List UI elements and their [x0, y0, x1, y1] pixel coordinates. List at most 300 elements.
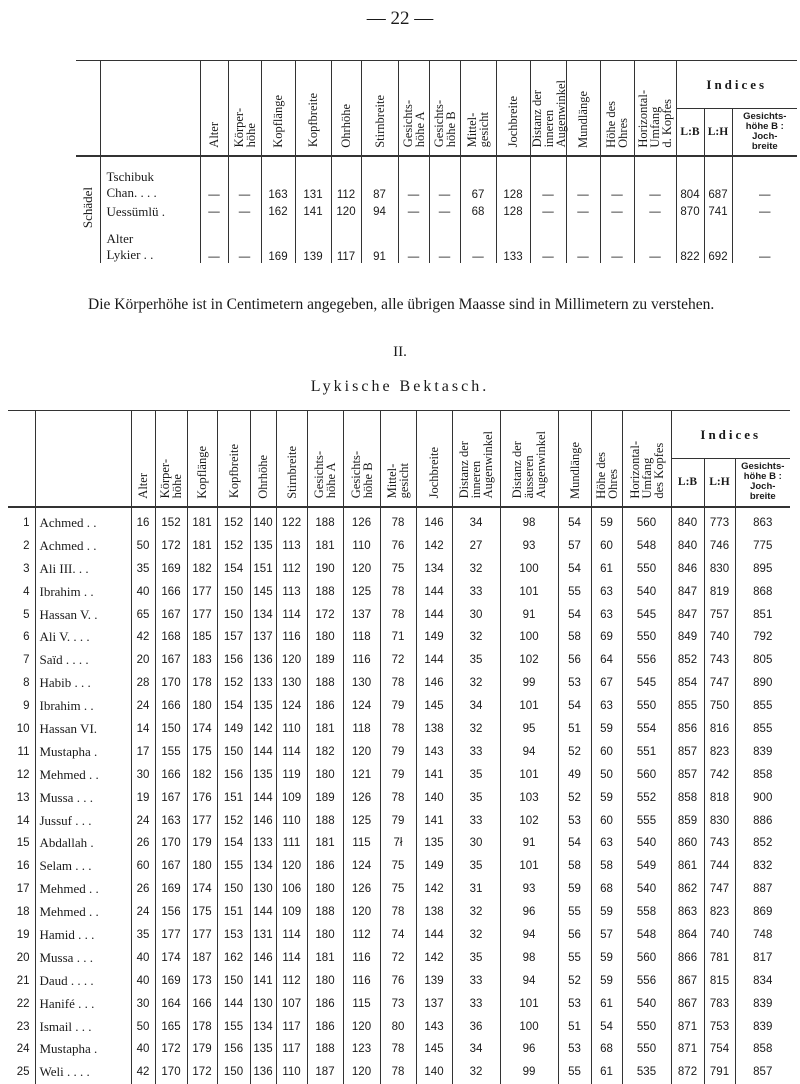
page-number: — 22 — — [366, 8, 434, 29]
table-cell: 24 — [131, 901, 155, 924]
t2-index-col: L:H — [704, 459, 735, 507]
table-cell: 60 — [591, 740, 622, 763]
table-cell: 189 — [307, 786, 343, 809]
table-cell: 94 — [500, 740, 558, 763]
table-cell: 757 — [704, 603, 735, 626]
table-cell: 178 — [187, 1015, 217, 1038]
table-cell: 141 — [416, 763, 452, 786]
table-cell: 63 — [591, 580, 622, 603]
table-cell: 818 — [704, 786, 735, 809]
table-cell: 130 — [250, 878, 276, 901]
table-row — [8, 557, 790, 580]
table-cell: 190 — [307, 557, 343, 580]
table-cell: 551 — [622, 740, 671, 763]
table-cell: 101 — [500, 763, 558, 786]
table-cell: 871 — [671, 1015, 704, 1038]
row-number: 15 — [16, 837, 30, 850]
person-name: Mussa . . . — [35, 786, 131, 809]
table-cell: 740 — [704, 924, 735, 947]
table-cell: 187 — [187, 946, 217, 969]
table-cell: 52 — [558, 969, 591, 992]
table-cell: 40 — [131, 1038, 155, 1061]
t2-header: Höhe des Ohres — [591, 411, 622, 507]
table-cell: 118 — [343, 718, 380, 741]
table-cell: 134 — [250, 603, 276, 626]
table-cell: 175 — [187, 740, 217, 763]
table-cell: 181 — [307, 534, 343, 557]
table-cell: 866 — [671, 946, 704, 969]
table-cell: 114 — [276, 740, 307, 763]
table-cell: 50 — [131, 1015, 155, 1038]
skull-measurements-table: Alter Körper- höhe Kopflänge Kopfbreite Ohrhöhe Stirnbreite Gesichts- höhe A Gesichts- höhe B Mittel- gesicht Jochbreite Distanz der inneren Augenwinkel Mundlänge Höhe des Ohres Horizontal- Umfang d. Kopfes Indices L:B L:H Gesichts- höhe B : Joch- breite Schädel Tschibuk Chan. . . . — — 163 131 112 87 — — 67 128 — — — — 804 687 — Uessümlü . — — 162 141 120 94 — — 68 128 — — — — 870 741 — Alter Lykier . . — — 169 139 117 91 — — — 133 — — — — 822 692 — — [76, 60, 797, 263]
table-cell: 14 — [131, 718, 155, 741]
table-cell: 839 — [735, 992, 790, 1015]
table-cell: 560 — [622, 946, 671, 969]
table-cell: 140 — [250, 507, 276, 535]
table-cell: 154 — [217, 832, 250, 855]
table-cell: 754 — [704, 1038, 735, 1061]
table-cell: 555 — [622, 809, 671, 832]
table-cell: 183 — [187, 649, 217, 672]
t1-index-col: Gesichts- höhe B : Joch- breite — [732, 109, 797, 156]
table-cell: 177 — [187, 603, 217, 626]
table-cell: 54 — [558, 507, 591, 535]
table-cell: 75 — [380, 855, 416, 878]
row-number: 16 — [16, 860, 30, 873]
t1-header: Gesichts- höhe A — [398, 61, 429, 156]
table-cell: 143 — [416, 1015, 452, 1038]
table-row — [8, 992, 790, 1015]
row-number: 14 — [16, 814, 30, 827]
table-cell: 100 — [500, 557, 558, 580]
table-cell: 781 — [704, 946, 735, 969]
table-cell: 98 — [500, 507, 558, 535]
table-cell: 112 — [276, 557, 307, 580]
person-name: Ibrahim . . — [35, 695, 131, 718]
table-cell: 125 — [343, 809, 380, 832]
table-cell: 115 — [343, 992, 380, 1015]
table-cell: 120 — [343, 1061, 380, 1084]
table-cell: 146 — [250, 946, 276, 969]
table-cell: 863 — [671, 901, 704, 924]
table-cell: 67 — [591, 672, 622, 695]
table-cell: 169 — [155, 878, 187, 901]
table-cell: 24 — [131, 695, 155, 718]
table-cell: 58 — [558, 855, 591, 878]
table-cell: 169 — [155, 557, 187, 580]
t2-index-col: L:B — [671, 459, 704, 507]
table-cell: 139 — [416, 969, 452, 992]
table-cell: 832 — [735, 855, 790, 878]
table-cell: 115 — [343, 832, 380, 855]
t1-header: Körper- höhe — [228, 61, 261, 156]
table-cell: 166 — [155, 695, 187, 718]
t1-header: Mundlänge — [566, 61, 600, 156]
table-cell: 145 — [416, 1038, 452, 1061]
table-cell: 900 — [735, 786, 790, 809]
table-cell: 130 — [343, 672, 380, 695]
table-cell: 750 — [704, 695, 735, 718]
table-cell: 186 — [307, 695, 343, 718]
table-cell: 864 — [671, 924, 704, 947]
table-cell: 558 — [622, 901, 671, 924]
table-cell: 166 — [155, 580, 187, 603]
table-cell: 156 — [217, 763, 250, 786]
table-cell: 109 — [276, 786, 307, 809]
table-cell: 145 — [250, 580, 276, 603]
table-cell: 180 — [307, 878, 343, 901]
table-cell: 560 — [622, 763, 671, 786]
table-cell: 121 — [343, 763, 380, 786]
table-cell: 170 — [155, 672, 187, 695]
table-cell: 840 — [671, 507, 704, 535]
table-cell: 78 — [380, 507, 416, 535]
t1-header: Stirnbreite — [361, 61, 398, 156]
table-cell: 126 — [343, 786, 380, 809]
table-cell: 146 — [250, 809, 276, 832]
table-cell: 78 — [380, 1038, 416, 1061]
row-number: 22 — [16, 997, 30, 1010]
table-cell: 111 — [276, 832, 307, 855]
table-cell: 156 — [217, 649, 250, 672]
table-cell: 116 — [343, 946, 380, 969]
table-cell: 188 — [307, 580, 343, 603]
table-cell: 32 — [452, 1061, 500, 1084]
table-cell: 540 — [622, 992, 671, 1015]
table-cell: 887 — [735, 878, 790, 901]
table-cell: 40 — [131, 969, 155, 992]
table-row — [8, 1015, 790, 1038]
t2-header: Distanz der inneren Augenwinkel — [452, 411, 500, 507]
table-cell: 50 — [131, 534, 155, 557]
table-cell: 146 — [416, 507, 452, 535]
table-cell: 34 — [452, 695, 500, 718]
table-cell: 100 — [500, 1015, 558, 1038]
table-cell: 30 — [452, 603, 500, 626]
table-row — [8, 626, 790, 649]
table-cell: 846 — [671, 557, 704, 580]
table-cell: 102 — [500, 649, 558, 672]
table-cell: 152 — [217, 809, 250, 832]
table-cell: 120 — [343, 557, 380, 580]
table-cell: 55 — [558, 946, 591, 969]
table-cell: 31 — [452, 878, 500, 901]
table-cell: 144 — [416, 580, 452, 603]
table-cell: 61 — [591, 992, 622, 1015]
table-cell: 169 — [155, 969, 187, 992]
row-number: 19 — [16, 928, 30, 941]
table-row — [8, 507, 790, 535]
table-cell: 152 — [217, 534, 250, 557]
table-cell: 168 — [155, 626, 187, 649]
t2-header: Alter — [131, 411, 155, 507]
table-cell: 57 — [558, 534, 591, 557]
table-cell: 167 — [155, 786, 187, 809]
t2-index-col: Gesichts- höhe B : Joch- breite — [735, 459, 790, 507]
table-cell: 26 — [131, 878, 155, 901]
table-cell: 834 — [735, 969, 790, 992]
table-cell: 175 — [187, 901, 217, 924]
table-cell: 155 — [217, 855, 250, 878]
table-row — [8, 901, 790, 924]
table-cell: 131 — [250, 924, 276, 947]
table-cell: 93 — [500, 534, 558, 557]
table-cell: 830 — [704, 557, 735, 580]
measurement-note: Die Körperhöhe ist in Centimetern angegeben, alle übrigen Maasse sind in Millimetern zu verstehen. — [88, 296, 715, 313]
table-cell: 858 — [671, 786, 704, 809]
table-cell: 72 — [380, 649, 416, 672]
table-cell: 860 — [671, 832, 704, 855]
table-cell: 112 — [276, 969, 307, 992]
table-cell: 124 — [343, 855, 380, 878]
table-row — [8, 832, 790, 855]
table-cell: 52 — [558, 786, 591, 809]
table-cell: 101 — [500, 992, 558, 1015]
table-cell: 815 — [704, 969, 735, 992]
table-cell: 35 — [452, 855, 500, 878]
row-number: 24 — [16, 1043, 30, 1056]
table-cell: 863 — [735, 507, 790, 535]
table-row — [8, 855, 790, 878]
table-cell: 74 — [380, 924, 416, 947]
bektasch-measurements-table — [8, 410, 790, 1084]
table-cell: 167 — [155, 603, 187, 626]
t2-header: Ohrhöhe — [250, 411, 276, 507]
table-cell: 95 — [500, 718, 558, 741]
table-cell: 113 — [276, 534, 307, 557]
table-row — [8, 1061, 790, 1084]
row-number: 6 — [23, 631, 30, 644]
t1-index-col: L:H — [704, 109, 732, 156]
table-cell: 102 — [500, 809, 558, 832]
table-cell: 868 — [735, 580, 790, 603]
table-cell: 819 — [704, 580, 735, 603]
table-cell: 144 — [416, 603, 452, 626]
table-cell: 79 — [380, 763, 416, 786]
table-cell: 861 — [671, 855, 704, 878]
table-cell: 96 — [500, 1038, 558, 1061]
table-cell: 24 — [131, 809, 155, 832]
table-cell: 550 — [622, 1038, 671, 1061]
table-cell: 144 — [250, 901, 276, 924]
table-cell: 855 — [671, 695, 704, 718]
table-cell: 872 — [671, 1061, 704, 1084]
table-cell: 117 — [276, 1015, 307, 1038]
table-cell: 857 — [735, 1061, 790, 1084]
table-cell: 142 — [416, 946, 452, 969]
table-cell: 151 — [250, 557, 276, 580]
t1-header: Kopflänge — [261, 61, 295, 156]
table-cell: 188 — [307, 901, 343, 924]
person-name: Habib . . . — [35, 672, 131, 695]
table-cell: 63 — [591, 603, 622, 626]
table-cell: 60 — [131, 855, 155, 878]
t2-header: Gesichts- höhe B — [343, 411, 380, 507]
table-cell: 101 — [500, 695, 558, 718]
person-name: Hassan V. . — [35, 603, 131, 626]
table-cell: 113 — [276, 580, 307, 603]
table-row — [8, 1038, 790, 1061]
t1-row-name: Tschibuk Chan. . . . — [100, 156, 200, 201]
table-cell: 869 — [735, 901, 790, 924]
table-cell: 114 — [276, 946, 307, 969]
table-cell: 98 — [500, 946, 558, 969]
table-cell: 140 — [416, 1061, 452, 1084]
table-cell: 548 — [622, 924, 671, 947]
t1-header: Kopfbreite — [295, 61, 331, 156]
table-cell: 746 — [704, 534, 735, 557]
t1-header: Mittel- gesicht — [460, 61, 496, 156]
table-cell: 35 — [131, 557, 155, 580]
table-cell: 535 — [622, 1061, 671, 1084]
person-name: Mustapha . — [35, 1038, 131, 1061]
table-cell: 78 — [380, 901, 416, 924]
table-cell: 156 — [217, 1038, 250, 1061]
table-cell: 54 — [558, 603, 591, 626]
table-cell: 51 — [558, 718, 591, 741]
table-cell: 552 — [622, 786, 671, 809]
table-cell: 63 — [591, 832, 622, 855]
table-cell: 857 — [671, 763, 704, 786]
table-cell: 155 — [155, 740, 187, 763]
table-cell: 856 — [671, 718, 704, 741]
section-title: Lykische Bektasch. — [310, 378, 490, 395]
table-cell: 144 — [250, 740, 276, 763]
table-cell: 135 — [416, 832, 452, 855]
person-name: Achmed . . — [35, 507, 131, 535]
person-name: Achmed . . — [35, 534, 131, 557]
t1-header: Jochbreite — [496, 61, 530, 156]
table-cell: 56 — [558, 649, 591, 672]
t1-header: Gesichts- höhe B — [429, 61, 460, 156]
table-cell: 53 — [558, 672, 591, 695]
table-cell: 150 — [155, 718, 187, 741]
table-cell: 540 — [622, 580, 671, 603]
table-cell: 174 — [187, 718, 217, 741]
table-cell: 73 — [380, 992, 416, 1015]
table-cell: 540 — [622, 832, 671, 855]
table-cell: 78 — [380, 672, 416, 695]
table-cell: 137 — [250, 626, 276, 649]
table-cell: 174 — [155, 946, 187, 969]
table-cell: 783 — [704, 992, 735, 1015]
t1-header: Distanz der inneren Augenwinkel — [530, 61, 566, 156]
table-cell: 549 — [622, 855, 671, 878]
table-cell: 110 — [343, 534, 380, 557]
table-cell: 120 — [343, 1015, 380, 1038]
table-cell: 32 — [452, 672, 500, 695]
table-cell: 96 — [500, 901, 558, 924]
table-cell: 35 — [131, 924, 155, 947]
table-cell: 91 — [500, 603, 558, 626]
table-cell: 180 — [307, 626, 343, 649]
table-cell: 56 — [558, 924, 591, 947]
table-cell: 78 — [380, 1061, 416, 1084]
table-cell: 120 — [343, 901, 380, 924]
table-cell: 805 — [735, 649, 790, 672]
table-cell: 120 — [343, 740, 380, 763]
table-cell: 550 — [622, 626, 671, 649]
table-cell: 54 — [558, 832, 591, 855]
table-cell: 30 — [452, 832, 500, 855]
table-cell: 895 — [735, 557, 790, 580]
table-cell: 51 — [558, 1015, 591, 1038]
table-cell: 188 — [307, 809, 343, 832]
table-cell: 186 — [307, 1015, 343, 1038]
table-row — [8, 603, 790, 626]
table-cell: 59 — [591, 786, 622, 809]
table-cell: 134 — [250, 1015, 276, 1038]
table-cell: 26 — [131, 832, 155, 855]
table-cell: 75 — [380, 557, 416, 580]
person-name: Mussa . . . — [35, 946, 131, 969]
table-cell: 851 — [735, 603, 790, 626]
table-cell: 182 — [187, 557, 217, 580]
table-cell: 164 — [155, 992, 187, 1015]
table-cell: 857 — [671, 740, 704, 763]
table-cell: 55 — [558, 1061, 591, 1084]
table-cell: 30 — [131, 763, 155, 786]
table-cell: 181 — [187, 507, 217, 535]
table-row — [8, 878, 790, 901]
table-cell: 78 — [380, 580, 416, 603]
table-cell: 130 — [276, 672, 307, 695]
table-cell: 72 — [380, 946, 416, 969]
table-cell: 155 — [217, 1015, 250, 1038]
table-cell: 156 — [155, 901, 187, 924]
table-cell: 42 — [131, 626, 155, 649]
table-cell: 157 — [217, 626, 250, 649]
t2-header: Kopflänge — [187, 411, 217, 507]
row-number: 10 — [16, 722, 30, 735]
table-cell: 138 — [416, 901, 452, 924]
table-cell: 69 — [591, 626, 622, 649]
table-cell: 742 — [704, 763, 735, 786]
table-cell: 61 — [591, 557, 622, 580]
table-cell: 181 — [307, 946, 343, 969]
table-cell: 740 — [704, 626, 735, 649]
table-cell: 124 — [343, 695, 380, 718]
t1-header: Höhe des Ohres — [600, 61, 634, 156]
table-cell: 110 — [276, 809, 307, 832]
table-cell: 852 — [671, 649, 704, 672]
t2-header: Horizontal- Umfang des Kopfes — [622, 411, 671, 507]
table-cell: 135 — [250, 763, 276, 786]
table-cell: 172 — [155, 1038, 187, 1061]
person-name: Saïd . . . . — [35, 649, 131, 672]
table-cell: 144 — [250, 786, 276, 809]
table-cell: 153 — [217, 924, 250, 947]
table-cell: 54 — [591, 1015, 622, 1038]
table-row — [8, 740, 790, 763]
table-cell: 181 — [187, 534, 217, 557]
table-cell: 174 — [187, 878, 217, 901]
table-cell: 823 — [704, 740, 735, 763]
t2-header: Körper- höhe — [155, 411, 187, 507]
table-cell: 32 — [452, 626, 500, 649]
table-cell: 556 — [622, 649, 671, 672]
table-row — [8, 580, 790, 603]
table-cell: 150 — [217, 603, 250, 626]
table-cell: 33 — [452, 580, 500, 603]
table-cell: 554 — [622, 718, 671, 741]
table-cell: 94 — [500, 924, 558, 947]
table-cell: 93 — [500, 878, 558, 901]
table-cell: 34 — [452, 1038, 500, 1061]
table-cell: 550 — [622, 557, 671, 580]
table-cell: 30 — [131, 992, 155, 1015]
table-cell: 116 — [276, 626, 307, 649]
